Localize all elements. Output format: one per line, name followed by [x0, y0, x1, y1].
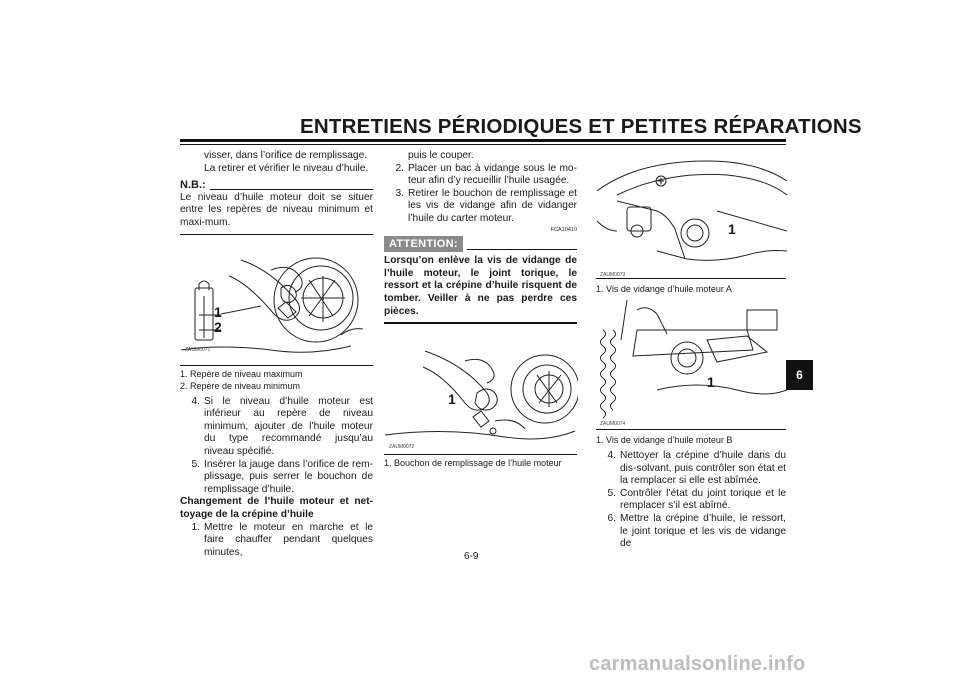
step-1 — [180, 522, 373, 560]
title-rule — [180, 139, 786, 142]
figure-code: ZAUM0072 — [389, 444, 415, 451]
callout-1: 1 — [707, 374, 715, 390]
step-6 — [596, 513, 786, 551]
step-number: 2. — [395, 162, 404, 174]
intro-line-1: visser, dans l’orifice de remplissage. — [204, 150, 368, 161]
nb-heading — [180, 179, 373, 192]
column-1 — [180, 150, 373, 559]
figure-code: ZAUM0074 — [600, 421, 626, 427]
attention-text: Lorsqu’on enlève la vis de vidange de l’huile moteur, le joint torique, le ressort et la crépine d’huile risquent de tomber. Veiller à ne pas perdre ces pièces. — [384, 255, 577, 317]
step-text: Si le niveau d’huile moteur est inférieur au repère de niveau minimum, ajouter de l’huile moteur du type recommandé jusqu’au niveau spécifié. — [204, 395, 373, 457]
section-tab: 6 — [786, 360, 813, 390]
attention-label: ATTENTION: — [384, 236, 463, 253]
step-number: 4. — [191, 395, 200, 407]
step-4 — [596, 450, 786, 488]
step-number: 4. — [607, 450, 616, 461]
reference-code: FCA10410 — [550, 226, 577, 233]
caption-a: 1. Vis de vidange d’huile moteur A — [596, 284, 732, 294]
title-rule-thin — [180, 144, 786, 145]
figure-code: ZAUM0071 — [185, 346, 211, 353]
step-number: 3. — [395, 187, 404, 199]
figure-drain-screw-a — [596, 150, 786, 278]
step-number: 1. — [191, 521, 200, 533]
page-number: 6-9 — [464, 551, 479, 562]
callout-1: 1 — [728, 221, 736, 237]
nb-rule — [180, 234, 373, 235]
step-text: Mettre la crépine d’huile, le ressort, le joint torique et les vis de vidange de — [620, 512, 786, 550]
step-2 — [384, 163, 577, 188]
subheading: Changement de l’huile moteur et net-toyage de la crépine d’huile — [180, 496, 373, 520]
step-text: Nettoyer la crépine d’huile dans du dis-solvant, puis contrôler son état et la remplacer si elle est abîmée. — [620, 450, 786, 487]
footer-watermark: carmanualsonline.info — [589, 653, 806, 675]
callout-2: 2 — [214, 318, 222, 335]
caption-1: 1. Repère de niveau maximum — [180, 368, 303, 379]
intro-line-2: La retirer et vérifier le niveau d’huile. — [204, 162, 369, 174]
nb-label: N.B.: — [180, 179, 206, 192]
attention-heading — [384, 236, 577, 253]
step-3 — [384, 188, 577, 226]
page-title: ENTRETIENS PÉRIODIQUES ET PETITES RÉPARATIONS — [300, 115, 862, 138]
filler-cap-illustration — [385, 331, 578, 453]
step-4 — [180, 396, 373, 459]
drain-screw-a-illustration — [597, 151, 787, 277]
column-3 — [596, 150, 786, 551]
step-text: Retirer le bouchon de remplissage et les vis de vidange afin de vidanger l’huile du carter moteur. — [408, 187, 577, 224]
callout-1: 1 — [214, 303, 222, 320]
column-2 — [384, 150, 577, 469]
figure-drain-screw-b — [596, 299, 786, 429]
callout-1: 1 — [448, 391, 456, 408]
step-number: 5. — [191, 458, 200, 470]
figure-filler-cap — [384, 330, 577, 454]
figure-code: ZAUM0073 — [600, 272, 626, 278]
step-number: 5. — [607, 487, 616, 499]
step-text: Insérer la jauge dans l’orifice de rem-plissage, puis serrer le bouchon de remplissage d’huile. — [204, 458, 373, 495]
step-text: Contrôler l’état du joint torique et le remplacer s’il est abîmé. — [620, 487, 786, 512]
caption-b: 1. Vis de vidange d’huile moteur B — [596, 435, 733, 445]
step-5 — [180, 459, 373, 497]
step-number: 6. — [607, 512, 616, 524]
continuation-text: puis le couper. — [408, 150, 474, 161]
drain-screw-b-illustration — [597, 300, 787, 428]
caption: 1. Bouchon de remplissage de l’huile moteur — [384, 458, 562, 469]
caption-2: 2. Repère de niveau minimum — [180, 380, 301, 391]
nb-text: Le niveau d’huile moteur doit se situer entre les repères de niveau minimum et maxi-mum. — [180, 191, 373, 228]
step-text: Placer un bac à vidange sous le mo-teur afin d’y recueillir l’huile usagée. — [408, 162, 577, 187]
step-text: Mettre le moteur en marche et le faire chauffer pendant quelques minutes, — [204, 521, 373, 558]
step-5 — [596, 488, 786, 513]
figure-dipstick — [180, 239, 373, 365]
attention-rule — [384, 322, 577, 324]
